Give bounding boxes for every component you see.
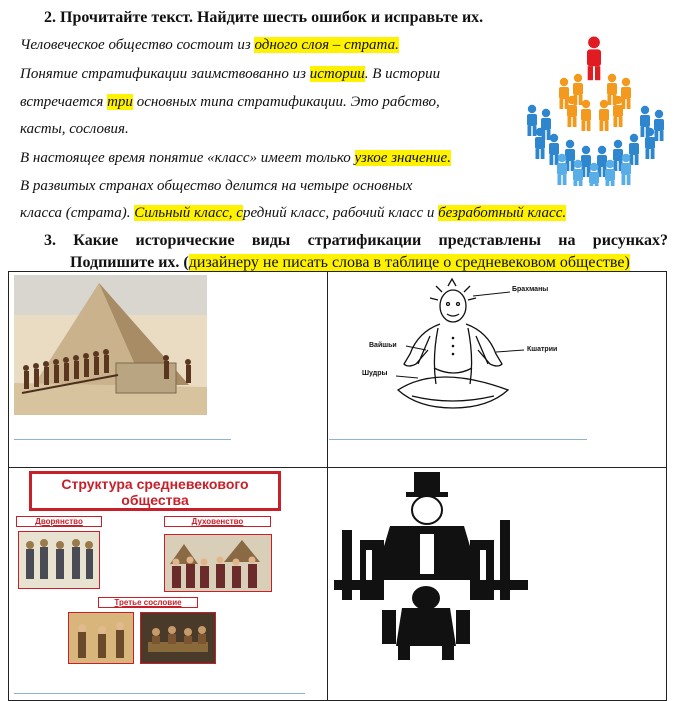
task2-line-1 <box>20 37 399 54</box>
egypt-slavery-picture <box>14 275 207 415</box>
nobility-picture <box>18 531 100 589</box>
table-divider-vertical <box>327 271 328 701</box>
error-highlight: безработный класс. <box>438 205 567 221</box>
task3-heading-line2 <box>70 254 630 272</box>
label-nobility: Дворянство <box>16 516 102 527</box>
clergy-picture <box>164 534 272 592</box>
task2-line-6 <box>20 178 412 195</box>
answer-line-2[interactable] <box>329 439 587 440</box>
caste-label-brahmins: Брахманы <box>512 286 549 293</box>
third-estate-picture-2 <box>140 612 216 664</box>
task2-line-3 <box>20 94 440 111</box>
designer-note-highlight: дизайнеру не писать слова в таблице о средневековом обществе) <box>188 254 630 271</box>
text: касты, сословия. <box>20 121 129 137</box>
third-estate-picture-1 <box>68 612 134 664</box>
answer-line-3[interactable] <box>14 693 305 694</box>
error-highlight: одного слоя – страта. <box>254 37 399 53</box>
label-third-estate: Третье сословие <box>98 597 198 608</box>
capitalism-classes-picture <box>330 470 532 662</box>
text: встречается <box>20 94 108 110</box>
medieval-society-diagram <box>14 471 282 629</box>
people-pyramid-illustration <box>520 28 670 186</box>
task3-title: Какие исторические виды стратификации представлены на рисунках? <box>73 232 668 249</box>
caste-label-vaishyas: Вайшьи <box>369 342 397 349</box>
medieval-title: Структура средневекового общества <box>29 471 281 511</box>
task3-heading-line1 <box>44 232 668 250</box>
task2-line-5 <box>20 150 451 167</box>
error-highlight: узкое значение. <box>354 150 451 166</box>
label-clergy: Духовенство <box>164 516 271 527</box>
text: Понятие стратификации заимствованно из <box>20 66 310 82</box>
text: Человеческое общество состоит из <box>20 37 255 53</box>
task2-number: 2. <box>44 9 56 26</box>
text: В развитых странах общество делится на четыре основных <box>20 178 413 194</box>
task3-instruction: Подпишите их. ( <box>70 254 189 271</box>
error-highlight: три <box>107 94 133 110</box>
task2-title: Прочитайте текст. Найдите шесть ошибок и исправьте их. <box>60 9 484 26</box>
text: редний класс, рабочий класс и <box>242 205 439 221</box>
task2-line-2 <box>20 66 440 83</box>
text: класса (страта). <box>20 205 135 221</box>
error-highlight: Сильный класс, с <box>134 205 243 221</box>
error-highlight: истории <box>309 66 365 82</box>
text: основных типа стратификации. Это рабство, <box>132 94 440 110</box>
task3-number: 3. <box>44 232 56 249</box>
text: В настоящее время понятие «класс» имеет только <box>20 150 355 166</box>
answer-line-1[interactable] <box>14 439 231 440</box>
task2-line-4 <box>20 121 129 138</box>
caste-label-kshatriyas: Кшатрии <box>527 346 558 353</box>
text: . В истории <box>364 66 441 82</box>
task2-line-7 <box>20 205 566 222</box>
task2-heading <box>44 9 483 27</box>
caste-label-shudras: Шудры <box>362 370 388 377</box>
table-divider-horizontal <box>8 467 667 468</box>
